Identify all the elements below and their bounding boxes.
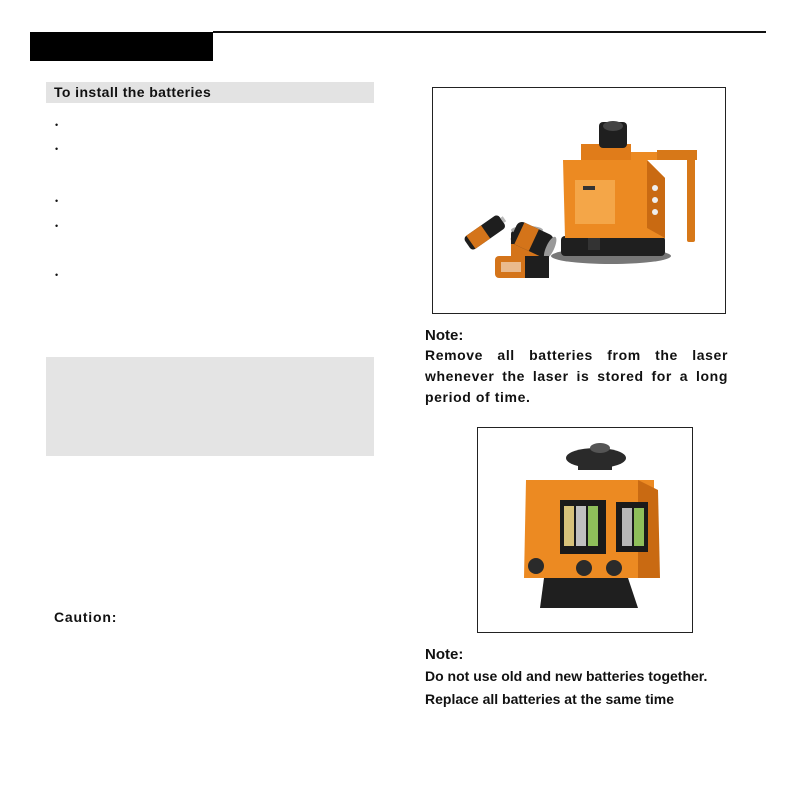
note-line: Replace all batteries at the same time — [425, 691, 674, 707]
bullet: • — [55, 196, 59, 206]
note-text: Remove all batteries from the laser whenever the laser is stored for a long period of time. — [425, 347, 728, 405]
section-title: To install the batteries — [46, 82, 374, 103]
note-title: Note: — [425, 646, 464, 663]
bullet: • — [55, 221, 59, 231]
laser-with-batteries-photo — [432, 87, 726, 314]
info-panel — [46, 357, 374, 456]
header-bar — [30, 32, 213, 61]
caution-label: Caution: — [54, 609, 118, 625]
battery-compartment-photo — [477, 427, 693, 633]
bullet: • — [55, 144, 59, 154]
header-rule — [213, 31, 766, 33]
note-title: Note: — [425, 327, 464, 344]
bullet: • — [55, 270, 59, 280]
note-line: Do not use old and new batteries together. — [425, 668, 708, 684]
bullet: • — [55, 120, 59, 130]
